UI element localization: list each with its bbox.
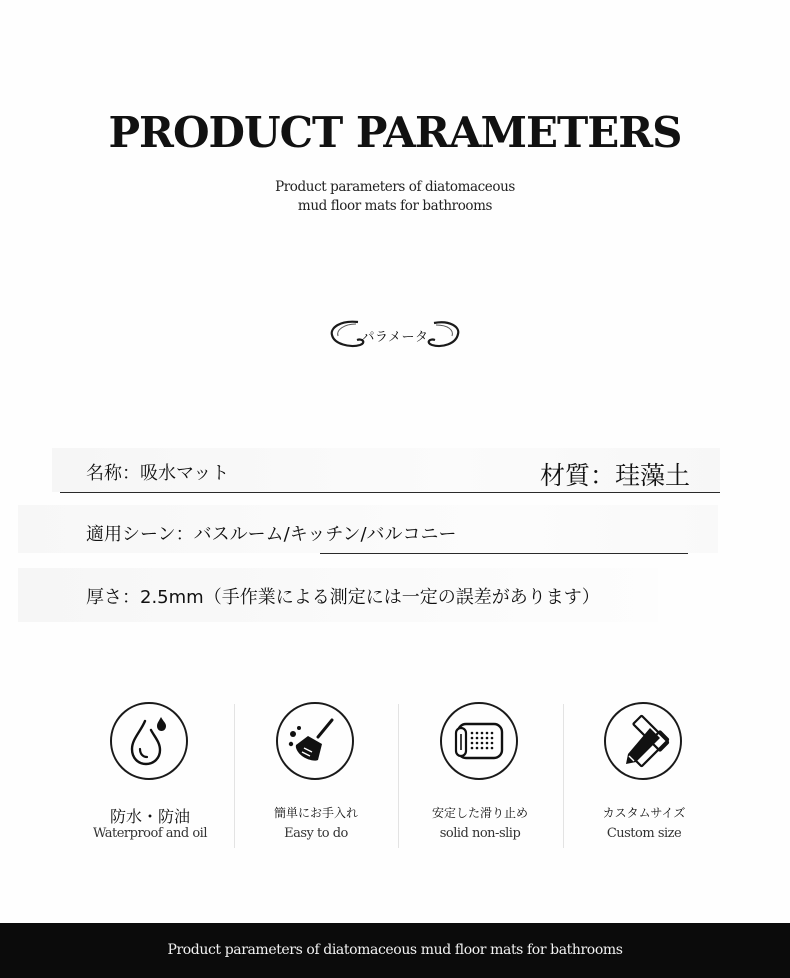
- feature-en-label: Custom size: [606, 826, 682, 841]
- pencil-ruler-icon: [606, 704, 680, 778]
- feature-jp-label: 簡単にお手入れ: [273, 806, 358, 820]
- feature-non-slip: [398, 700, 562, 850]
- param-thickness: 厚さ：2.5mm（手作業による測定には一定の誤差があります）: [86, 587, 600, 608]
- page-title: PRODUCT PARAMETERS: [108, 108, 682, 157]
- subtitle-line-2: mud floor mats for bathrooms: [297, 198, 493, 214]
- feature-en-label: Easy to do: [284, 826, 348, 841]
- feature-waterproof: [68, 700, 232, 850]
- feature-icon-circle: [604, 702, 682, 780]
- feature-en-label: solid non-slip: [439, 826, 521, 841]
- feature-jp-label: カスタムサイズ: [602, 806, 686, 820]
- page-subtitle: [0, 178, 790, 216]
- broom-icon: [278, 704, 352, 778]
- feature-icon-circle: [440, 702, 518, 780]
- divider-line: [320, 553, 688, 554]
- non-slip-mat-icon: [442, 704, 516, 778]
- feature-icon-circle: [110, 702, 188, 780]
- feature-icon-circle: [276, 702, 354, 780]
- water-drop-icon: [112, 704, 186, 778]
- feature-jp-label: 安定した滑り止め: [431, 806, 528, 820]
- footer-text: Product parameters of diatomaceous mud floor mats for bathrooms: [167, 942, 623, 958]
- badge-label: パラメータ: [361, 330, 429, 345]
- parameter-badge: [330, 318, 460, 350]
- feature-custom-size: [562, 700, 726, 850]
- feature-en-label: Waterproof and oil: [93, 826, 207, 841]
- feature-jp-label: 防水・防油: [109, 807, 190, 826]
- param-scene: 適用シーン：バスルーム/キッチン/バルコニー: [86, 524, 457, 545]
- param-name: 名称：吸水マット: [86, 463, 230, 484]
- subtitle-line-1: Product parameters of diatomaceous: [275, 179, 515, 195]
- footer-bar: [0, 923, 790, 978]
- param-material: 材質：珪藻土: [540, 461, 691, 490]
- feature-easy-clean: [234, 700, 398, 850]
- divider-line: [60, 492, 720, 493]
